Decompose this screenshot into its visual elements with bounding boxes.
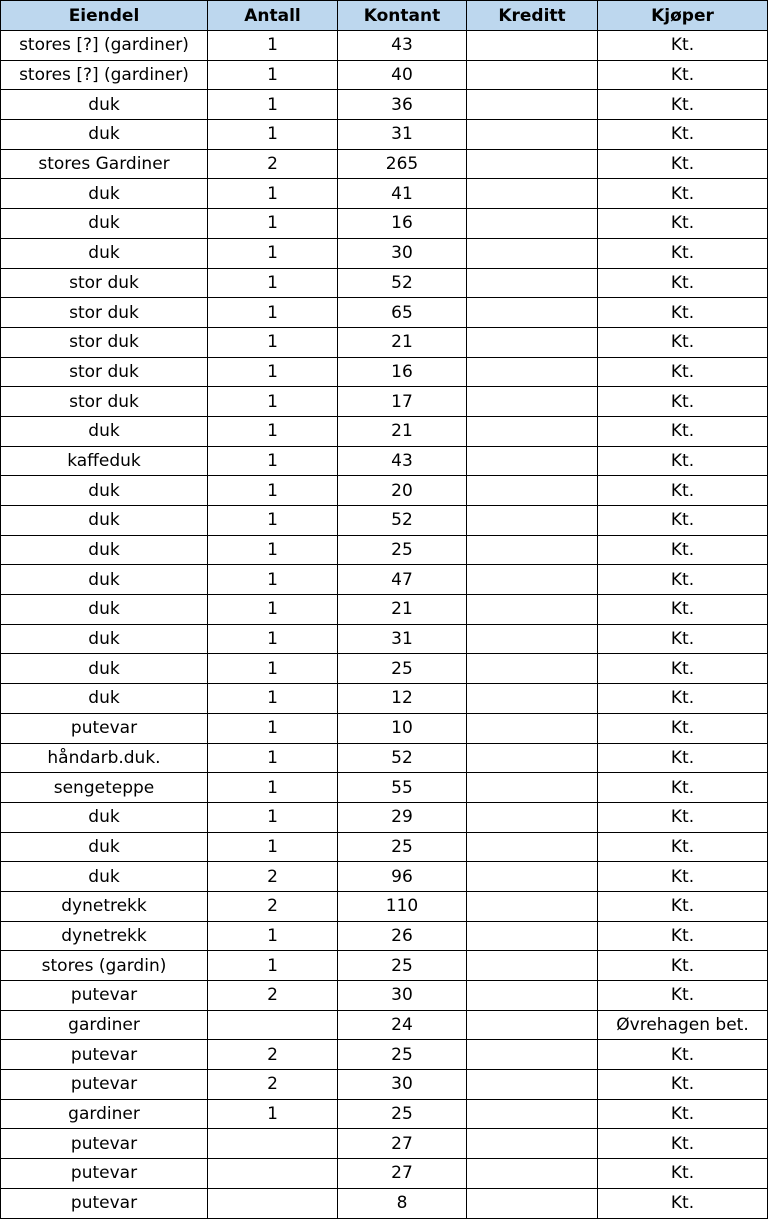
cell-quantity: 2 <box>208 149 338 179</box>
cell-credit <box>467 209 598 239</box>
cell-buyer: Kt. <box>598 357 768 387</box>
cell-buyer: Kt. <box>598 1070 768 1100</box>
cell-buyer: Kt. <box>598 298 768 328</box>
cell-credit <box>467 1159 598 1189</box>
table-row <box>1 832 768 862</box>
cell-cash: 43 <box>338 31 467 61</box>
cell-quantity: 1 <box>208 1099 338 1129</box>
table-row <box>1 1129 768 1159</box>
cell-buyer: Kt. <box>598 981 768 1011</box>
table-row <box>1 446 768 476</box>
cell-credit <box>467 773 598 803</box>
cell-credit <box>467 1188 598 1218</box>
column-header-credit: Kreditt <box>467 1 598 31</box>
table-row <box>1 298 768 328</box>
cell-cash: 31 <box>338 120 467 150</box>
cell-credit <box>467 1099 598 1129</box>
cell-cash: 36 <box>338 90 467 120</box>
cell-quantity <box>208 1188 338 1218</box>
table-row <box>1 476 768 506</box>
table-row <box>1 1040 768 1070</box>
cell-credit <box>467 120 598 150</box>
cell-buyer: Kt. <box>598 209 768 239</box>
cell-buyer: Kt. <box>598 506 768 536</box>
cell-cash: 21 <box>338 327 467 357</box>
cell-cash: 25 <box>338 832 467 862</box>
cell-quantity: 2 <box>208 1070 338 1100</box>
table-row <box>1 357 768 387</box>
cell-credit <box>467 951 598 981</box>
cell-cash: 265 <box>338 149 467 179</box>
cell-cash: 25 <box>338 1099 467 1129</box>
column-header-quantity: Antall <box>208 1 338 31</box>
cell-quantity <box>208 1159 338 1189</box>
cell-credit <box>467 298 598 328</box>
cell-item: håndarb.duk. <box>1 743 208 773</box>
cell-credit <box>467 565 598 595</box>
table-row <box>1 60 768 90</box>
cell-cash: 12 <box>338 684 467 714</box>
cell-buyer: Kt. <box>598 802 768 832</box>
column-header-item: Eiendel <box>1 1 208 31</box>
cell-credit <box>467 31 598 61</box>
cell-quantity: 1 <box>208 357 338 387</box>
cell-buyer: Kt. <box>598 951 768 981</box>
cell-quantity: 2 <box>208 981 338 1011</box>
cell-item: dynetrekk <box>1 921 208 951</box>
table-row <box>1 1010 768 1040</box>
cell-buyer: Kt. <box>598 862 768 892</box>
cell-credit <box>467 1070 598 1100</box>
cell-item: putevar <box>1 981 208 1011</box>
cell-quantity: 1 <box>208 535 338 565</box>
table-row <box>1 921 768 951</box>
cell-item: putevar <box>1 1188 208 1218</box>
table-row <box>1 624 768 654</box>
cell-item: stores (gardin) <box>1 951 208 981</box>
cell-quantity: 1 <box>208 713 338 743</box>
table-row <box>1 654 768 684</box>
cell-buyer: Kt. <box>598 832 768 862</box>
cell-item: duk <box>1 535 208 565</box>
cell-quantity: 1 <box>208 90 338 120</box>
cell-item: duk <box>1 684 208 714</box>
table-row <box>1 149 768 179</box>
cell-cash: 21 <box>338 595 467 625</box>
table-row <box>1 238 768 268</box>
cell-credit <box>467 387 598 417</box>
cell-item: duk <box>1 506 208 536</box>
cell-cash: 25 <box>338 951 467 981</box>
table-row <box>1 891 768 921</box>
cell-cash: 55 <box>338 773 467 803</box>
cell-cash: 30 <box>338 981 467 1011</box>
cell-cash: 17 <box>338 387 467 417</box>
cell-buyer: Kt. <box>598 1188 768 1218</box>
cell-cash: 21 <box>338 416 467 446</box>
cell-item: putevar <box>1 1070 208 1100</box>
cell-item: stores [?] (gardiner) <box>1 60 208 90</box>
table-row <box>1 981 768 1011</box>
cell-credit <box>467 921 598 951</box>
cell-credit <box>467 1010 598 1040</box>
cell-quantity: 1 <box>208 416 338 446</box>
cell-item: duk <box>1 238 208 268</box>
table-row <box>1 535 768 565</box>
cell-cash: 96 <box>338 862 467 892</box>
cell-credit <box>467 149 598 179</box>
header-row <box>1 1 768 31</box>
table-row <box>1 713 768 743</box>
cell-item: stor duk <box>1 387 208 417</box>
cell-credit <box>467 862 598 892</box>
cell-quantity: 1 <box>208 624 338 654</box>
cell-buyer: Kt. <box>598 268 768 298</box>
table-row <box>1 327 768 357</box>
table-row <box>1 120 768 150</box>
cell-item: duk <box>1 624 208 654</box>
cell-credit <box>467 90 598 120</box>
cell-cash: 65 <box>338 298 467 328</box>
table-row <box>1 951 768 981</box>
cell-buyer: Kt. <box>598 773 768 803</box>
cell-buyer: Kt. <box>598 891 768 921</box>
cell-credit <box>467 327 598 357</box>
cell-item: duk <box>1 90 208 120</box>
cell-cash: 16 <box>338 209 467 239</box>
cell-buyer: Kt. <box>598 654 768 684</box>
cell-buyer: Kt. <box>598 179 768 209</box>
cell-credit <box>467 654 598 684</box>
cell-quantity: 1 <box>208 446 338 476</box>
cell-quantity: 1 <box>208 951 338 981</box>
cell-credit <box>467 595 598 625</box>
cell-item: duk <box>1 476 208 506</box>
cell-credit <box>467 357 598 387</box>
cell-item: gardiner <box>1 1099 208 1129</box>
table-row <box>1 802 768 832</box>
cell-buyer: Kt. <box>598 624 768 654</box>
cell-item: stores Gardiner <box>1 149 208 179</box>
cell-quantity: 1 <box>208 773 338 803</box>
cell-cash: 41 <box>338 179 467 209</box>
cell-cash: 25 <box>338 535 467 565</box>
cell-cash: 40 <box>338 60 467 90</box>
cell-credit <box>467 1129 598 1159</box>
cell-cash: 10 <box>338 713 467 743</box>
cell-quantity: 2 <box>208 891 338 921</box>
cell-buyer: Kt. <box>598 416 768 446</box>
cell-credit <box>467 238 598 268</box>
cell-item: stor duk <box>1 298 208 328</box>
cell-item: putevar <box>1 1040 208 1070</box>
cell-cash: 52 <box>338 506 467 536</box>
cell-cash: 30 <box>338 1070 467 1100</box>
cell-credit <box>467 535 598 565</box>
table-row <box>1 1099 768 1129</box>
ledger-body <box>1 31 768 1219</box>
cell-credit <box>467 713 598 743</box>
cell-quantity: 2 <box>208 1040 338 1070</box>
cell-cash: 52 <box>338 743 467 773</box>
cell-quantity: 1 <box>208 31 338 61</box>
cell-cash: 25 <box>338 654 467 684</box>
cell-quantity: 1 <box>208 60 338 90</box>
cell-quantity: 1 <box>208 565 338 595</box>
cell-item: stor duk <box>1 357 208 387</box>
cell-quantity: 1 <box>208 387 338 417</box>
cell-quantity: 1 <box>208 595 338 625</box>
cell-item: kaffeduk <box>1 446 208 476</box>
cell-quantity: 1 <box>208 298 338 328</box>
cell-buyer: Kt. <box>598 238 768 268</box>
cell-buyer: Kt. <box>598 1159 768 1189</box>
table-row <box>1 1188 768 1218</box>
cell-credit <box>467 624 598 654</box>
cell-credit <box>467 981 598 1011</box>
cell-buyer: Kt. <box>598 1099 768 1129</box>
cell-item: duk <box>1 416 208 446</box>
cell-credit <box>467 1040 598 1070</box>
table-row <box>1 773 768 803</box>
cell-quantity: 1 <box>208 327 338 357</box>
cell-quantity: 2 <box>208 862 338 892</box>
cell-cash: 25 <box>338 1040 467 1070</box>
cell-quantity <box>208 1129 338 1159</box>
cell-credit <box>467 446 598 476</box>
table-row <box>1 268 768 298</box>
table-row <box>1 179 768 209</box>
cell-buyer: Kt. <box>598 684 768 714</box>
cell-buyer: Kt. <box>598 327 768 357</box>
cell-credit <box>467 268 598 298</box>
cell-cash: 52 <box>338 268 467 298</box>
cell-cash: 47 <box>338 565 467 595</box>
cell-buyer: Kt. <box>598 565 768 595</box>
cell-cash: 27 <box>338 1159 467 1189</box>
cell-buyer: Kt. <box>598 90 768 120</box>
cell-quantity: 1 <box>208 743 338 773</box>
cell-credit <box>467 179 598 209</box>
cell-buyer: Kt. <box>598 1040 768 1070</box>
cell-quantity: 1 <box>208 238 338 268</box>
cell-credit <box>467 802 598 832</box>
cell-cash: 27 <box>338 1129 467 1159</box>
cell-item: duk <box>1 595 208 625</box>
cell-item: duk <box>1 209 208 239</box>
cell-credit <box>467 416 598 446</box>
cell-buyer: Kt. <box>598 476 768 506</box>
cell-buyer: Kt. <box>598 713 768 743</box>
cell-cash: 43 <box>338 446 467 476</box>
cell-credit <box>467 743 598 773</box>
column-header-buyer: Kjøper <box>598 1 768 31</box>
cell-quantity: 1 <box>208 268 338 298</box>
table-row <box>1 209 768 239</box>
cell-item: stor duk <box>1 268 208 298</box>
cell-item: duk <box>1 120 208 150</box>
cell-buyer: Kt. <box>598 60 768 90</box>
cell-cash: 29 <box>338 802 467 832</box>
cell-quantity <box>208 1010 338 1040</box>
cell-cash: 16 <box>338 357 467 387</box>
cell-item: duk <box>1 862 208 892</box>
cell-item: dynetrekk <box>1 891 208 921</box>
cell-item: putevar <box>1 1129 208 1159</box>
cell-buyer: Øvrehagen bet. <box>598 1010 768 1040</box>
cell-cash: 26 <box>338 921 467 951</box>
cell-item: putevar <box>1 713 208 743</box>
cell-cash: 110 <box>338 891 467 921</box>
cell-quantity: 1 <box>208 921 338 951</box>
cell-credit <box>467 506 598 536</box>
table-row <box>1 31 768 61</box>
cell-buyer: Kt. <box>598 921 768 951</box>
cell-credit <box>467 832 598 862</box>
cell-quantity: 1 <box>208 476 338 506</box>
table-row <box>1 595 768 625</box>
cell-cash: 24 <box>338 1010 467 1040</box>
cell-item: stores [?] (gardiner) <box>1 31 208 61</box>
cell-buyer: Kt. <box>598 446 768 476</box>
cell-quantity: 1 <box>208 506 338 536</box>
cell-item: duk <box>1 802 208 832</box>
cell-quantity: 1 <box>208 832 338 862</box>
cell-buyer: Kt. <box>598 535 768 565</box>
cell-buyer: Kt. <box>598 387 768 417</box>
table-row <box>1 416 768 446</box>
cell-quantity: 1 <box>208 654 338 684</box>
cell-item: gardiner <box>1 1010 208 1040</box>
cell-buyer: Kt. <box>598 31 768 61</box>
table-row <box>1 565 768 595</box>
cell-buyer: Kt. <box>598 743 768 773</box>
cell-item: duk <box>1 832 208 862</box>
cell-item: duk <box>1 179 208 209</box>
cell-quantity: 1 <box>208 209 338 239</box>
cell-quantity: 1 <box>208 120 338 150</box>
cell-cash: 20 <box>338 476 467 506</box>
cell-cash: 30 <box>338 238 467 268</box>
table-row <box>1 743 768 773</box>
cell-item: putevar <box>1 1159 208 1189</box>
cell-item: sengeteppe <box>1 773 208 803</box>
cell-credit <box>467 684 598 714</box>
cell-credit <box>467 60 598 90</box>
cell-item: stor duk <box>1 327 208 357</box>
cell-credit <box>467 891 598 921</box>
cell-quantity: 1 <box>208 684 338 714</box>
cell-cash: 8 <box>338 1188 467 1218</box>
table-row <box>1 862 768 892</box>
table-row <box>1 387 768 417</box>
cell-buyer: Kt. <box>598 1129 768 1159</box>
cell-item: duk <box>1 565 208 595</box>
cell-buyer: Kt. <box>598 595 768 625</box>
cell-quantity: 1 <box>208 802 338 832</box>
table-row <box>1 684 768 714</box>
table-row <box>1 506 768 536</box>
cell-cash: 31 <box>338 624 467 654</box>
cell-credit <box>467 476 598 506</box>
column-header-cash: Kontant <box>338 1 467 31</box>
cell-item: duk <box>1 654 208 684</box>
cell-buyer: Kt. <box>598 120 768 150</box>
table-row <box>1 1070 768 1100</box>
cell-quantity: 1 <box>208 179 338 209</box>
table-row <box>1 90 768 120</box>
table-row <box>1 1159 768 1189</box>
cell-buyer: Kt. <box>598 149 768 179</box>
